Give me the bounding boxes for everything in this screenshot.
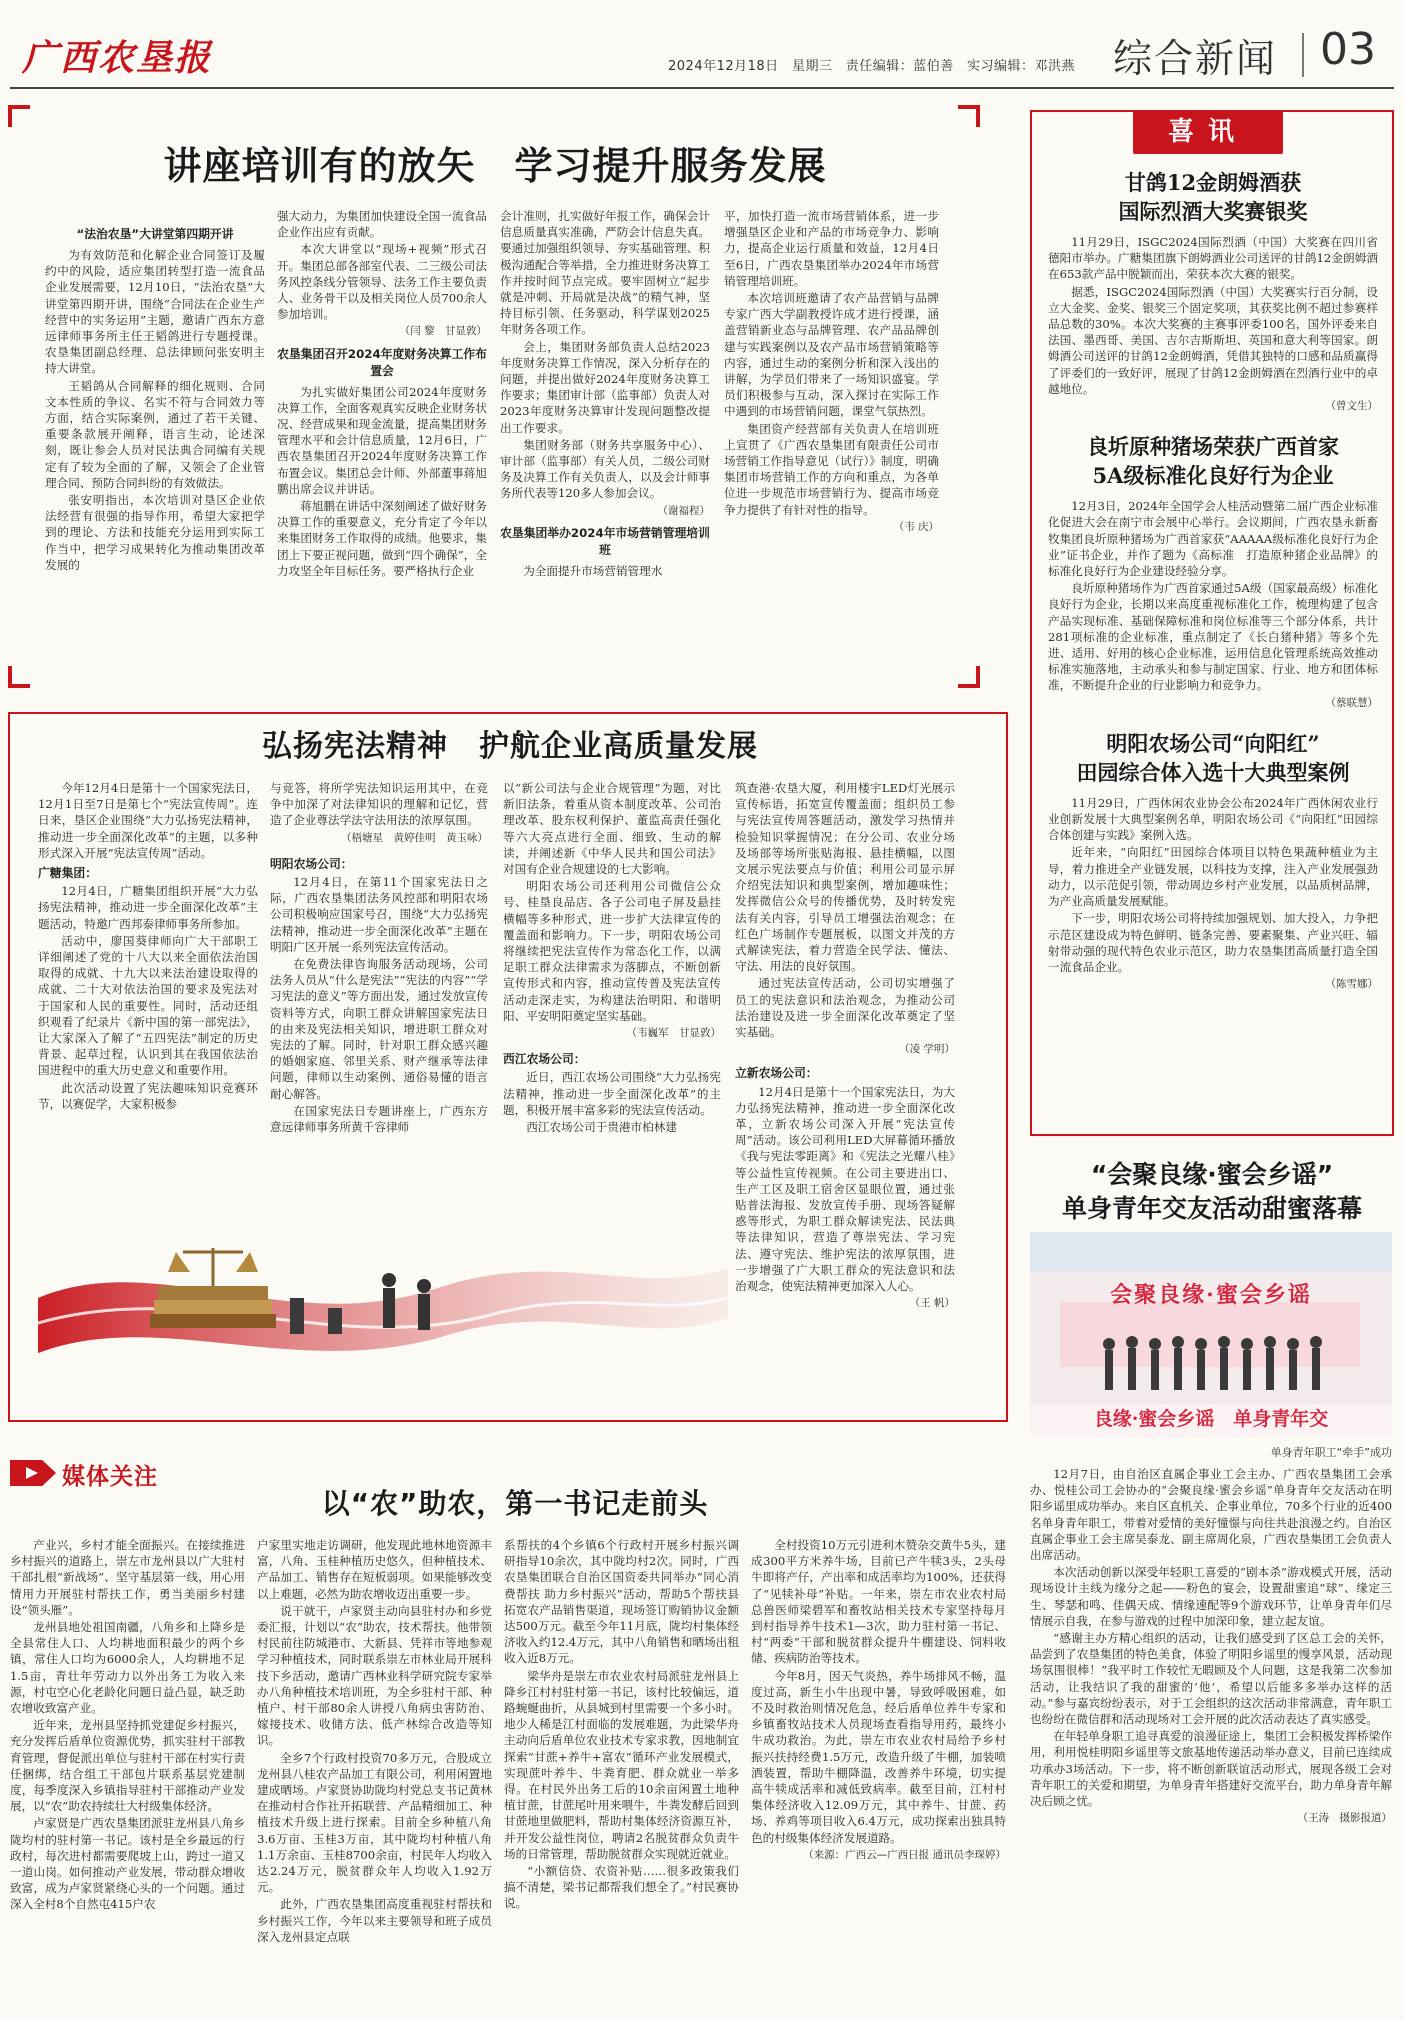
byline: （曾文生） bbox=[1325, 400, 1378, 413]
byline: （韦巍军 甘显敦） bbox=[626, 1027, 721, 1040]
paragraph: 卢家贤是广西农垦集团派驻龙州县八角乡陇均村的驻村第一书记。该村是全乡最远的行政村，每次进村都需要爬坡上山，跨过一道又一道山岗。如何推动产业发展，带动群众增收致富，成为卢家贤紧绕心头的一个问题。通过深入全村8个自然屯415户农 bbox=[10, 1816, 245, 1912]
paragraph: 集团资产经营部有关负责人在培训班上宣贯了《广西农垦集团有限责任公司市场营销工作指导意见（试行）》制度，明确集团市场营销工作的方向和重点，为各单位进一步规范市场营销行为、提高市场竞争力提供了有针对性的指导。 bbox=[724, 421, 939, 517]
news-title bbox=[1048, 168, 1378, 226]
paragraph: 在年轻单身职工追寻真爱的浪漫征途上，集团工会积极发挥桥梁作用，利用悦桂明阳乡谣里等文旅基地传递活动举办意义，目前已连续成功承办3场活动。下一步，将不断创新联谊活动形式，展现各级工会对青年职工的关爱和期望，为单身青年搭建好交流平台，助力单身青年解决后顾之忧。 bbox=[1030, 1729, 1392, 1809]
paragraph: 近年来，“向阳红”田园综合体项目以特色果蔬种植业为主导，着力推进全产业链发展，以科技为支撑，注入产业发展强劲动力，以示范促引领，带动周边乡村产业发展，以品质树品牌，为产业高质量发展赋能。 bbox=[1048, 845, 1378, 909]
paragraph: 平，加快打造一流市场营销体系，进一步增强垦区企业和产品的市场竞争力、影响力，提高企业运行质量和效益，12月4日至6日，广西农垦集团举办2024年市场营销管理培训班。 bbox=[724, 209, 939, 288]
paragraph: 蒋旭鹏在讲话中深刻阐述了做好财务决算工作的重要意义，充分肯定了今年以来集团财务工作取得的成绩。他要求，集团上下要正视问题，做到“四个确保”，全力攻坚全年目标任务。要严格执行企业 bbox=[277, 499, 487, 578]
byline: （来源：广西云—广西日报 通讯员李琛婷） bbox=[803, 1848, 1006, 1861]
news-title-line: 甘鸽12金朗姆酒获 bbox=[1124, 170, 1302, 195]
article-subtitle: 农垦集团召开2024年度财务决算工作布置会 bbox=[277, 346, 487, 378]
news-title bbox=[1048, 432, 1378, 490]
paragraph: 梁华舟是崇左市农业农村局派驻龙州县上降乡江村村驻村第一书记，该村比较偏远，道路蜿蜒曲折，从县城到村里需要一个多小时。地少人稀是江村面临的发展难题，为此梁华舟主动向后盾单位农业技术专家求教，因地制宜探索“甘蔗+养牛+富农”循环产业发展模式，实现蔗叶养牛、牛粪育肥、群众就业一举多得。在村民外出务工后的10余亩闲置土地种植甘蔗，甘蔗尾叶用来喂牛，牛粪发酵后回到甘蔗地里做肥料，帮助村集体经济资源互补，并开发公益性岗位，聘请2名脱贫群众负责牛场的日常管理，帮助脱贫群众实现就近就业。 bbox=[504, 1668, 739, 1861]
byline: （王涛 摄影报道） bbox=[1297, 1812, 1392, 1825]
paragraph: 明阳农场公司还利用公司微信公众号、桂垦良品店、各子公司电子屏及悬挂横幅等多种形式，进一步扩大法律宣传的覆盖面和影响力。下一步，明阳农场公司将继续把宪法宣传作为常态化工作，以满足职工群众法律需求为落脚点，不断创新宣传形式和内容，推动宣传普及宪法宣传活动走深走实，为构建法治明阳、和谐明阳、平安明阳奠定坚实基础。 bbox=[503, 879, 721, 1023]
article-column bbox=[724, 208, 939, 535]
article-title: 讲座培训有的放矢 学习提升服务发展 bbox=[163, 144, 827, 188]
photo-caption: 单身青年职工“牵手”成功 bbox=[1270, 1446, 1392, 1459]
paragraph: 今年12月4日是第十一个国家宪法日，12月1日至7日是第七个“宪法宣传周”。连日来，垦区企业围绕“大力弘扬宪法精神，推动进一步全面深化改革”的主题，以多种形式深入开展“宪法宣传周”活动。 bbox=[38, 781, 258, 860]
article-column bbox=[10, 1537, 245, 1914]
paragraph: 此次活动设置了宪法趣味知识竞赛环节，以赛促学，大家积极参 bbox=[38, 1080, 258, 1111]
byline: （凌 学明） bbox=[899, 1043, 955, 1056]
article-title: 以“农”助农，第一书记走前头 bbox=[321, 1487, 709, 1520]
paragraph: 在国家宪法日专题讲座上，广西东方意远律师事务所黄千容律师 bbox=[270, 1103, 488, 1135]
article-column bbox=[270, 780, 488, 1136]
byline: （韦 庆） bbox=[893, 520, 939, 533]
newspaper-logo: 广西农垦报 bbox=[22, 37, 213, 79]
article-column bbox=[503, 780, 721, 1136]
media-section-label: 媒体关注 bbox=[62, 1464, 158, 1490]
article-column bbox=[257, 1537, 492, 1946]
paragraph: 筑查港·农垦大厦，利用楼宇LED灯光展示宣传标语，拓宽宣传覆盖面；组织员工参与宪法宣传周答题活动，激发学习热情并检验知识掌握情况；在分公司、农业分场及场部等场所张贴海报、悬挂横幅，以图文展示宪法要点与价值；利用公司显示屏介绍宪法知识和典型案例，增加趣味性；发挥微信公众号的传播优势，及时转发宪法有关内容，引导员工增强法治观念；在红色广场制作专题展板，以图文并茂的方式解读宪法，着力营造全民学法、懂法、守法、用法的良好氛围。 bbox=[735, 781, 955, 974]
intern-editor: 实习编辑：邓洪燕 bbox=[967, 59, 1076, 74]
paragraph: 为扎实做好集团公司2024年度财务决算工作，全面客观真实反映企业财务状况、经营成果和现金流量，提高集团财务管理水平和会计信息质量，12月6日，广西农垦集团召开2024年度财务决算工作布置会议。集团总会计师、外部董事蒋旭鹏出席会议并讲话。 bbox=[277, 384, 487, 496]
paragraph: 12月3日，2024年全国学会人桂活动暨第二届广西企业标准化促进大会在南宁市会展中心举行。会议期间，广西农垦永新畜牧集团良圻原种猪场为广西首家获“AAAAA级标准化良好行为企业”证书企业，并作了题为《高标准 打造原种猪企业品牌》的标准化良好行为企业建设经验分享。 bbox=[1048, 499, 1378, 579]
article-title-line: “会聚良缘·蜜会乡谣” bbox=[1090, 1160, 1334, 1189]
paragraph: 全乡7个行政村投资70多万元，合股成立龙州县八桂农产品加工有限公司，利用闲置地建成晒场。卢家贤协助陇均村党总支书记黄林在推动村合作社开拓联营、产品精细加工、种植技术升级上进行探索。目前全乡种植八角3.6万亩、玉桂3万亩，其中陇均村种植八角1.1万余亩、玉桂8700余亩，村民年人均收入达2.24万元，脱贫群众年人均收入1.92万元。 bbox=[257, 1750, 492, 1895]
news-title-line: 良圻原种猪场荣获广西首家 bbox=[1087, 434, 1339, 460]
paragraph: 说干就干，卢家贤主动向县驻村办和乡党委汇报，计划以“农”助农，技术帮扶。他带领村民前往防城港市、大新县、凭祥市等地参观学习种植技术，同时联系崇左市林业局开展科技下乡活动，邀请广西林业科学研究院专家举办八角种植技术培训班，为全乡驻村干部、种植户、村干部80余人讲授八角病虫害防治、嫁接技术、收储方法、低产林综合改造等知识。 bbox=[257, 1603, 492, 1748]
article-column bbox=[735, 780, 955, 1312]
article-column bbox=[38, 780, 258, 1113]
frame-corner bbox=[8, 105, 30, 127]
frame-corner bbox=[8, 666, 30, 688]
event-banner-text: 会聚良缘·蜜会乡谣 bbox=[1110, 1282, 1312, 1308]
article-column bbox=[1030, 1466, 1392, 1826]
paragraph: 龙州县地处祖国南疆，八角乡和上降乡是全县常住人口、人均耕地面积最少的两个乡镇，常住人口均为6000余人，人均耕地不足1.5亩，青壮年劳动力以外出务工为收入来源，村屯空心化老龄化问题日益凸显，缺乏助农增收致富产业。 bbox=[10, 1620, 245, 1716]
byline: （谢福程） bbox=[657, 504, 710, 517]
byline: （蔡联慧） bbox=[1325, 696, 1378, 709]
section-name: 综合新闻 bbox=[1113, 37, 1278, 82]
paragraph: 会计准则，扎实做好年报工作，确保会计信息质量真实准确，严防会计信息失真。要通过加强组织领导、夯实基础管理、积极沟通配合等举措，全力推进财务决算工作并按时间节点完成。要牢固树立“起步就是冲刺、开局就是决战”的精气神，坚持目标引领、任务驱动，科学谋划2025年财务各项工作。 bbox=[500, 209, 710, 337]
section-subhead: 广糖集团： bbox=[38, 866, 97, 881]
paragraph: 为有效防范和化解企业合同签订及履约中的风险，适应集团转型打造一流食品企业发展需要，12月10日，“法治农垦”大讲堂第四期开讲，围绕“合同法在企业生产经营中的实务运用”主题，邀请广西东方意远律师事务所主任王韬鸽进行专题授课。农垦集团副总经理、总法律顾问张安明主持大讲堂。 bbox=[45, 248, 265, 376]
paragraph: 与竞答，将所学宪法知识运用其中，在竞争中加深了对法律知识的理解和记忆，营造了企业尊法学法守法用法的浓厚氛围。 bbox=[270, 781, 488, 828]
issue-date: 2024年12月18日 bbox=[668, 59, 779, 74]
news-title-line: 国际烈酒大奖赛银奖 bbox=[1118, 199, 1308, 224]
paragraph: 通过宪法宣传活动，公司切实增强了员工的宪法意识和法治观念，为推动公司法治建设及进一步全面深化改革奠定了坚实基础。 bbox=[735, 976, 955, 1040]
article-title-line: 单身青年交友活动甜蜜落幕 bbox=[1061, 1194, 1362, 1223]
article-title: 弘扬宪法精神 护航企业高质量发展 bbox=[262, 729, 758, 764]
good-news-label: 喜讯 bbox=[1133, 110, 1283, 154]
constitution-art bbox=[38, 1228, 728, 1363]
paragraph: 强大动力，为集团加快建设全国一流食品企业作出应有贡献。 bbox=[277, 209, 487, 240]
header-info bbox=[668, 55, 1075, 74]
paragraph: “感谢主办方精心组织的活动，让我们感受到了区总工会的关怀，品尝到了农垦集团的特色美食，体验了明阳乡谣里的慢享风景，活动现场氛围很棒！”我平时工作较忙无暇顾及个人问题，这是我第二次参加活动，让我结识了我的甜蜜的‘他’，希望以后能多多举办这样的活动。”参与嘉宾纷纷表示，对于工会组织的这次活动非常满意，青年职工也纷纷在微信群和活动现场对工会开展的此次活动表达了真实感受。 bbox=[1030, 1631, 1392, 1727]
paragraph: 系帮扶的4个乡镇6个行政村开展乡村振兴调研指导10余次，其中陇均村2次。同时，广西农垦集团联合自治区国资委共同举办“同心消费帮扶 助力乡村振兴”活动，帮助5个帮扶县拓宽农产品销售渠道，现场签订购销协议金额达500万元。截至今年11月底，陇均村集体经济收入约12.4万元，其中八角销售和晒场出租收入近8万元。 bbox=[504, 1538, 739, 1666]
paragraph: 全村投资10万元引进利木赞杂交黄牛5头，建成300平方米养牛场，目前已产牛犊3头，2头母牛即将产仔，产出率和成活率均为100%，还获得了“见犊补母”补贴。一年来，崇左市农业农村局总兽医师梁碧军和畜牧站相关技术专家坚持每月到村指导养牛技术1—3次，助力驻村第一书记、村“两委”干部和脱贫群众提升牛棚建设、饲料收储、疾病防治等技术。 bbox=[751, 1538, 1006, 1666]
paragraph: 11月29日，ISGC2024国际烈酒（中国）大奖赛在四川省德阳市举办。广糖集团旗下朗姆酒业公司送评的甘鸽12金朗姆酒在653款产品中脱颖而出，荣获本次大赛的银奖。 bbox=[1048, 235, 1378, 282]
section-subhead: 立新农场公司： bbox=[735, 1066, 818, 1081]
constitution-illustration bbox=[38, 1228, 728, 1363]
paragraph: 12月4日是第十一个国家宪法日，为大力弘扬宪法精神，推动进一步全面深化改革，立新农场公司深入开展“宪法宣传周”活动。该公司利用LED大屏幕循环播放《我与宪法零距离》和《宪法之光耀八桂》等公益性宣传视频。在公司主要进出口、生产工区及职工宿舍区显眼位置，通过张贴普法海报、发放宣传手册、现场答疑解惑等形式，为职工群众解读宪法、民法典等法律知识，营造了尊崇宪法、学习宪法、遵守宪法、维护宪法的浓厚氛围，进一步增强了广大职工群众的宪法意识和法治观念，使宪法精神更加深入人心。 bbox=[735, 1084, 955, 1294]
paragraph: 集团财务部（财务共享服务中心）、审计部（监事部）有关人员，二级公司财务及决算工作有关负责人，以及会计师事务所代表等120多人参加会议。 bbox=[500, 437, 710, 501]
paragraph: “小额信贷、农资补贴……很多政策我们搞不清楚，梁书记都帮我们想全了。”村民赛协说。 bbox=[504, 1864, 739, 1911]
paragraph: 在免费法律咨询服务活动现场，公司法务人员从“什么是宪法”“宪法的内容”“学习宪法的意义”等方面出发，通过发放宣传资料等方式，向职工群众讲解国家宪法日的由来及宪法相关知识，增进职工群众对宪法的了解。同时，针对职工群众感兴趣的婚姻家庭、邻里关系、财产继承等法律问题，律师以生动案例、通俗易懂的语言耐心解答。 bbox=[270, 957, 488, 1101]
paragraph: 12月4日，广糖集团组织开展“大力弘扬宪法精神，推动进一步全面深化改革”主题活动，特邀广西邦泰律师事务所参加。 bbox=[38, 884, 258, 931]
paragraph: 本次活动创新以深受年轻职工喜爱的“剧本杀”游戏模式开展，活动现场设计主线为缘分之起——粉色的宴会，设置甜蜜追“球”、缘定三生、琴瑟和鸣、佳偶天成、情缘速配等9个游戏环节，让单身青年们尽情展示自我，在参与游戏的过程中加深印象，建立起友谊。 bbox=[1030, 1565, 1392, 1628]
issue-weekday: 星期三 bbox=[791, 59, 833, 74]
paragraph: 此外，广西农垦集团高度重视驻村帮扶和乡村振兴工作，今年以来主要领导和班子成员深入龙州县定点联 bbox=[257, 1897, 492, 1944]
paragraph: 户家里实地走访调研，他发现此地林地资源丰富，八角、玉桂种植历史悠久，但种植技术、产品加工、销售存在短板弱项。如果能够改变以上难题，必然为助农增收迈出重要一步。 bbox=[257, 1538, 492, 1601]
responsible-editor: 责任编辑：蓝伯善 bbox=[845, 59, 954, 74]
paragraph: 会上，集团财务部负责人总结2023年度财务决算工作情况，深入分析存在的问题，并提出做好2024年度财务决算工作要求；集团审计部（监事部）负责人对2023年度财务决算审计发现问题整改提出工作要求。 bbox=[500, 339, 710, 435]
article-column bbox=[751, 1537, 1006, 1863]
news-title-line: 田园综合体入选十大典型案例 bbox=[1076, 759, 1350, 785]
paragraph: 为全面提升市场营销管理水 bbox=[523, 563, 663, 578]
byline: （陈雪娜） bbox=[1325, 978, 1378, 991]
paragraph: 以“新公司法与企业合规管理”为题，对比新旧法条，着重从资本制度改革、公司治理改革、股东权利保护、董监高责任强化等六大亮点进行全面、细致、生动的解读，并阐述新《中华人民共和国公司法》对国有企业合规建设的七大影响。 bbox=[503, 781, 721, 877]
paragraph: 近年来，龙州县坚持抓党建促乡村振兴，充分发挥后盾单位资源优势，抓实驻村干部教育管理，督促派出单位与驻村干部在村实行责任捆绑，结合组工干部包片联系基层党建制度，每季度深入乡镇指导驻村干部推动产业发展，以“农”助农持续壮大村级集体经济。 bbox=[10, 1718, 245, 1814]
section-subhead: 明阳农场公司： bbox=[270, 856, 353, 871]
article-kicker: “法治农垦”大讲堂第四期开讲 bbox=[76, 227, 234, 241]
news-title-line: 5A级标准化良好行为企业 bbox=[1092, 463, 1334, 489]
section-subhead: 西江农场公司： bbox=[503, 1052, 586, 1067]
article-title bbox=[1024, 1158, 1400, 1226]
good-news-column bbox=[1048, 168, 1378, 992]
byline: （梧塘星 黄婷佳明 黄玉咏） bbox=[341, 831, 488, 844]
paragraph: 良圻原种猪场作为广西首家通过5A级（国家最高级）标准化良好行为企业，长期以来高度重视标准化工作，梳理构建了包含产品实现标准、基础保障标准和岗位标准等三个部分体系，共计281项标准的企业标准，重点制定了《长白猪种猪》等多个先进、适用、好用的核心企业标准，运用信息化管理系统高效推动标准实施落地，主动承头和参与制定国家、行业、地方和团体标准，不断提升企业的行业影响力和竞争力。 bbox=[1048, 581, 1378, 693]
byline: （闫 黎 甘显敦） bbox=[399, 325, 487, 338]
header-rule bbox=[10, 87, 1394, 89]
paragraph: 活动中，廖国葵律师向广大干部职工详细阐述了党的十八大以来全面依法治国取得的成就、十九大以来法治建设取得的成就、二十大对依法治国的要求及宪法对于国家和人民的重要性。同时，活动还组织观看了纪录片《新中国的第一部宪法》，让大家深入了解了“五四宪法”制定的历史背景、起草过程，认识到其在我国依法治国进程中的重大历史意义和重要作用。 bbox=[38, 933, 258, 1078]
paragraph: 王韬鸽从合同解释的细化规则、合同文本性质的争议、名实不符与合同效力等方面，结合实际案例，通过了若干关键、重要条款展开阐释，语言生动，论述深刻，既让参会人员对民法典合同编有关规定有了较为全面的了解，又领会了企业管理合同、预防合同纠纷的有效做法。 bbox=[45, 378, 265, 490]
paragraph: 本次大讲堂以“现场+视频”形式召开。集团总部各部室代表、二三级公司法务风控条线分管领导、法务工作主要负责人、业务骨干以及相关岗位人员700余人参加培训。 bbox=[277, 242, 487, 322]
article-column bbox=[277, 208, 487, 580]
page-number: 03 bbox=[1320, 24, 1376, 75]
paragraph: 本次培训班邀请了农产品营销与品牌专家广西大学副教授许成才进行授课，涵盖营销新业态与品牌管理、农产品品牌创建与实践案例以及农产品市场营销策略等内容，通过生动的案例分析和深入浅出的讲解，为学员们带来了一场知识盛宴。学员们积极参与互动，深入探讨在实际工作中遇到的市场营销问题，课堂气氛热烈。 bbox=[724, 291, 939, 419]
paragraph: 产业兴，乡村才能全面振兴。在接续推进乡村振兴的道路上，崇左市龙州县以广大驻村干部扎根“新战场”、坚守基层第一线，用心用情用力开展驻村帮扶工作，勇当美丽乡村建设“领头雁”。 bbox=[10, 1538, 245, 1617]
paragraph: 据悉，ISGC2024国际烈酒（中国）大奖赛实行百分制，设立大金奖、金奖、银奖三个固定奖项，其获奖比例不超过参赛样品总数的30%。本次大奖赛的主赛事评委100名，国外评委来自法国、墨西哥、美国、吉尔吉斯斯坦、英国和意大利等国家。朗姆酒公司送评的甘鸽12金朗姆酒，凭借其独特的口感和品质赢得了评委们的一致好评，展现了甘鸽12金朗姆酒在烈酒行业中的卓越地位。 bbox=[1048, 284, 1378, 396]
media-arrow-icon bbox=[10, 1460, 56, 1486]
byline: （王 帆） bbox=[909, 1297, 955, 1310]
paragraph: 近日，西江农场公司围绕“大力弘扬宪法精神，推动进一步全面深化改革”的主题，积极开展丰富多彩的宪法宣传活动。 bbox=[503, 1070, 721, 1117]
paragraph: 11月29日，广西休闲农业协会公布2024年广西休闲农业行业创新发展十大典型案例名单，明阳农场公司《“向阳红”田园综合体创建与实践》案例入选。 bbox=[1048, 795, 1378, 843]
news-title bbox=[1048, 729, 1378, 787]
frame-corner bbox=[958, 666, 980, 688]
article-column bbox=[500, 208, 710, 580]
header-divider bbox=[1302, 33, 1304, 77]
paragraph: 西江农场公司于贵港市柏林建 bbox=[526, 1120, 677, 1135]
event-banner-text: 良缘·蜜会乡谣 单身青年交 bbox=[1093, 1408, 1329, 1430]
article-subtitle: 农垦集团举办2024年市场营销管理培训班 bbox=[500, 525, 710, 557]
paragraph: 12月4日，在第11个国家宪法日之际，广西农垦集团法务风控部和明阳农场公司积极响应国家号召，围绕“大力弘扬宪法精神，推动进一步全面深化改革”主题在明阳广区开展一系列宪法宣传活动。 bbox=[270, 875, 488, 954]
paragraph: 下一步，明阳农场公司将持续加强规划、加大投入，力争把示范区建设成为特色鲜明、链条完善、要素聚集、产业兴旺、辐射带动强的现代特色农业示范区，助力农垦集团高质量打造全国一流食品企业。 bbox=[1048, 911, 1378, 974]
news-title-line: 明阳农场公司“向阳红” bbox=[1106, 730, 1320, 756]
paragraph: 12月7日，由自治区直属企事业工会主办、广西农垦集团工会承办、悦桂公司工会协办的“会聚良缘·蜜会乡谣”单身青年交友活动在明阳乡谣里成功举办。来自区直机关、企事业单位，70多个行业的近400名单身青年职工，带着对爱情的美好憧憬与向往共赴浪漫之约。自治区直属企事业工会主席吴泰龙、副主席周化泉，广西农垦集团工会负责人出席活动。 bbox=[1030, 1467, 1392, 1563]
article-column bbox=[504, 1537, 739, 1913]
event-photo bbox=[1030, 1232, 1392, 1437]
paragraph: 今年8月，因天气炎热，养牛场排风不畅，温度过高，新生小牛出现中暑，导致呼吸困难，如不及时救治则情况危急，经后盾单位养牛专家和乡镇畜牧站技术人员现场查看指导用药，最终小牛成功救治。为此，崇左市农业农村局给予乡村振兴扶持经费1.5万元，改造升级了牛棚，加装喷洒装置，帮助牛棚降温，改善养牛环境，切实提高牛犊成活率和减低致病率。截至目前，江村村集体经济收入12.09万元，其中养牛、甘蔗、药场、养鸡等项目收入6.4万元，成功探索出独具特色的村级集体经济发展道路。 bbox=[751, 1668, 1006, 1845]
paragraph: 张安明指出，本次培训对垦区企业依法经营有很强的指导作用，希望大家把学到的理论、方法和技能充分运用到实际工作当中，把学习成果转化为推动集团改革发展的 bbox=[45, 493, 265, 572]
frame-corner bbox=[958, 105, 980, 127]
article-column bbox=[45, 226, 265, 574]
